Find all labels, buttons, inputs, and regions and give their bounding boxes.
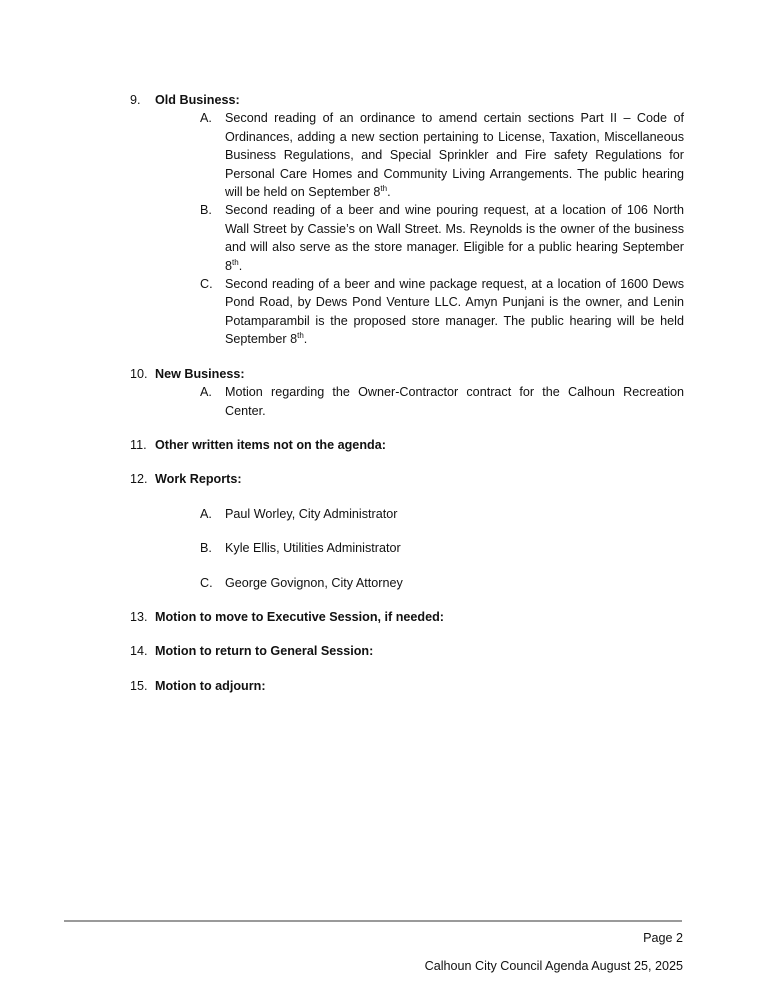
sub-letter: B. bbox=[200, 203, 212, 218]
sub-letter: A. bbox=[200, 111, 212, 126]
item-number: 14. bbox=[130, 644, 148, 659]
agenda-item-other-written bbox=[130, 436, 684, 454]
item-title: Other written items not on the agenda: bbox=[155, 437, 386, 452]
sub-text: Kyle Ellis, Utilities Administrator bbox=[225, 541, 401, 556]
sub-tail: . bbox=[238, 258, 243, 273]
agenda-item-new-business bbox=[130, 365, 684, 383]
old-business-item-c bbox=[200, 275, 684, 349]
sub-text: Second reading of a beer and wine pouring request, at a location of 106 North Wall Street by Cassie’s on Wall Street. Ms. Reynolds is the owner of the business and will also serve as the store manager. Eligible for a public hearing September 8 bbox=[225, 203, 684, 273]
item-number: 10. bbox=[130, 366, 148, 381]
item-number: 12. bbox=[130, 472, 148, 487]
sub-letter: C. bbox=[200, 277, 213, 292]
sub-text: Second reading of a beer and wine package request, at a location of 1600 Dews Pond Road, by Dews Pond Venture LLC. Amyn Punjani is the owner, and Lenin Potamparambil is the proposed store manager. The public hearing will be held September 8 bbox=[225, 277, 684, 347]
sub-text: Paul Worley, City Administrator bbox=[225, 506, 398, 521]
footer-document-title: Calhoun City Council Agenda August 25, 2025 bbox=[424, 959, 683, 973]
agenda-content bbox=[130, 91, 684, 695]
sub-sup: th bbox=[297, 331, 304, 341]
work-report-b bbox=[200, 539, 684, 557]
item-title: Motion to return to General Session: bbox=[155, 644, 374, 659]
item-title: Old Business: bbox=[155, 93, 240, 107]
sub-letter: C. bbox=[200, 575, 213, 590]
item-title: Work Reports: bbox=[155, 472, 242, 487]
old-business-item-a bbox=[200, 109, 684, 201]
sub-text: Motion regarding the Owner-Contractor contract for the Calhoun Recreation Center. bbox=[225, 385, 684, 418]
agenda-item-adjourn bbox=[130, 677, 684, 695]
sub-sup: th bbox=[232, 257, 239, 267]
agenda-item-old-business bbox=[130, 91, 684, 109]
page-number: Page 2 bbox=[643, 931, 683, 945]
sub-text: Second reading of an ordinance to amend certain sections Part II – Code of Ordinances, adding a new section pertaining to License, Taxation, Miscellaneous Business Regulations, and Special Sprinkler and Fire safety Regulations for Personal Care Homes and Community Living Arrangements. The public hearing will be held on September 8 bbox=[225, 111, 684, 200]
sub-text: George Govignon, City Attorney bbox=[225, 575, 403, 590]
work-report-a bbox=[200, 505, 684, 523]
item-title: Motion to move to Executive Session, if needed: bbox=[155, 609, 445, 624]
agenda-item-executive-session bbox=[130, 608, 684, 626]
sub-letter: B. bbox=[200, 541, 212, 556]
new-business-item-a bbox=[200, 383, 684, 420]
footer-divider bbox=[64, 920, 682, 922]
sub-tail: . bbox=[303, 332, 308, 347]
item-number: 15. bbox=[130, 678, 148, 693]
sub-tail: . bbox=[387, 185, 391, 200]
work-report-c bbox=[200, 574, 684, 592]
agenda-item-work-reports bbox=[130, 470, 684, 488]
sub-letter: A. bbox=[200, 385, 212, 400]
item-number: 13. bbox=[130, 609, 148, 624]
sub-letter: A. bbox=[200, 506, 212, 521]
item-title: New Business: bbox=[155, 366, 245, 381]
item-number: 11. bbox=[130, 437, 147, 452]
agenda-item-general-session bbox=[130, 642, 684, 660]
old-business-item-b bbox=[200, 201, 684, 275]
sub-sup: th bbox=[380, 184, 388, 194]
item-number: 9. bbox=[130, 93, 141, 107]
item-title: Motion to adjourn: bbox=[155, 678, 266, 693]
